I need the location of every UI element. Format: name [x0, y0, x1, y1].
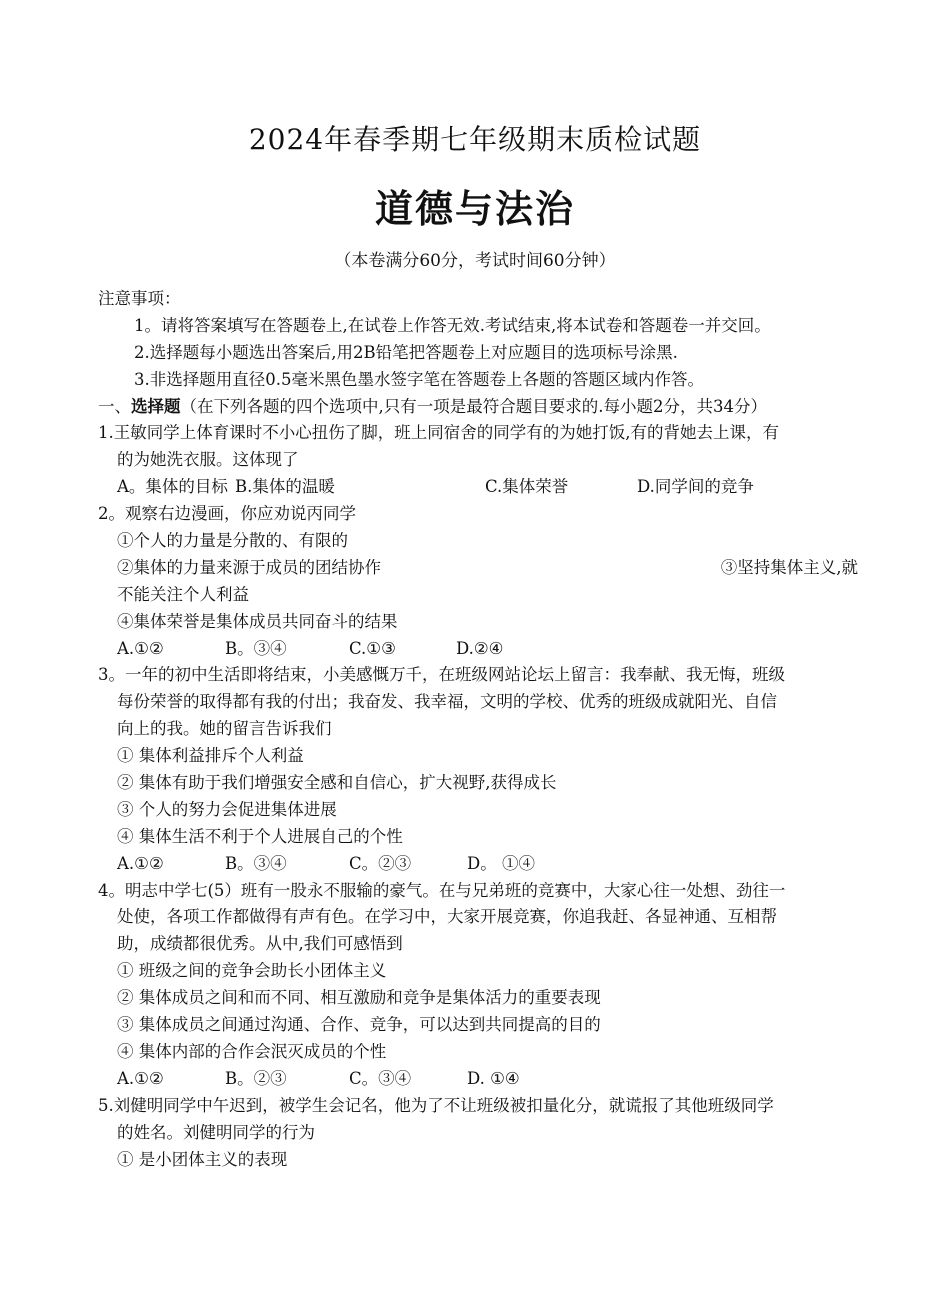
- note-item-3: 3.非选择题用直径0.5毫米黑色墨水签字笔在答题卷上各题的答题区域内作答。: [134, 369, 704, 389]
- section-heading: [98, 394, 858, 421]
- q2-option-a: A.①②: [117, 638, 164, 658]
- q2-option-b: B。③④: [225, 638, 287, 658]
- q4-option-a: A.①②: [117, 1068, 164, 1088]
- q3-option-a: A.①②: [117, 853, 164, 873]
- q3-statement-4: ④ 集体生活不利于个人进展自己的个性: [117, 826, 403, 846]
- section-description: （在下列各题的四个选项中,只有一项是最符合题目要求的.每小题2分，共34分）: [180, 396, 767, 416]
- q4-stem-line-1: 4。明志中学七(5）班有一股永不服输的豪气。在与兄弟班的竞赛中，大家心往一处想、劲往一: [98, 880, 786, 900]
- q5-stem-line-1: 5.刘健明同学中午迟到，被学生会记名，他为了不让班级被扣量化分，就谎报了其他班级同学: [98, 1095, 774, 1115]
- q2-statement-row: [98, 555, 858, 582]
- q2-option-c: C.①③: [349, 638, 396, 658]
- section-name: 选择题: [131, 396, 181, 416]
- q2-option-d: D.②④: [456, 638, 504, 658]
- q3-statement-3: ③ 个人的努力会促进集体进展: [117, 799, 337, 819]
- notes-heading: 注意事项：: [98, 289, 181, 308]
- exam-content: [98, 286, 858, 1173]
- q2-statement-1: ①个人的力量是分散的、有限的: [117, 531, 348, 551]
- q4-statement-4: ④ 集体内部的合作会泯灭成员的个性: [117, 1041, 387, 1061]
- q1-stem-line-2: 的为她洗衣服。这体现了: [117, 450, 299, 470]
- q2-statement-2: ②集体的力量来源于成员的团结协作: [117, 557, 381, 577]
- q1-option-b: B.集体的温暖: [235, 477, 335, 497]
- note-item-1: 1。请将答案填写在答题卷上,在试卷上作答无效.考试结束,将本试卷和答题卷一并交回。: [134, 315, 771, 335]
- q4-stem-line-2: 处使，各项工作都做得有声有色。在学习中，大家开展竞赛，你追我赶、各显神通、互相帮: [117, 907, 777, 927]
- subject-title: 道德与法治: [374, 187, 575, 231]
- q1-options: [98, 474, 858, 501]
- q3-stem-line-3: 向上的我。她的留言告诉我们: [117, 719, 332, 739]
- exam-title: 2024年春季期七年级期末质检试题: [248, 123, 702, 156]
- q2-stem: 2。观察右边漫画，你应劝说丙同学: [98, 504, 356, 524]
- q2-statement-4: ④集体荣誉是集体成员共同奋斗的结果: [117, 611, 398, 631]
- q5-stem-line-2: 的姓名。刘健明同学的行为: [117, 1122, 315, 1142]
- q1-option-c: C.集体荣誉: [485, 477, 569, 497]
- q3-stem-line-2: 每份荣誉的取得都有我的付出；我奋发、我幸福，文明的学校、优秀的班级成就阳光、自信: [117, 692, 777, 712]
- q3-options: [98, 851, 858, 878]
- q2-statement-3-part1: ③坚持集体主义,就: [720, 557, 858, 577]
- q3-option-d: D。 ①④: [467, 853, 535, 873]
- q3-statement-2: ② 集体有助于我们增强安全感和自信心，扩大视野,获得成长: [117, 773, 557, 793]
- q2-options: [98, 636, 858, 663]
- section-number: 一、: [98, 396, 131, 416]
- q4-option-b: B。②③: [225, 1068, 287, 1088]
- q5-statement-1: ① 是小团体主义的表现: [117, 1149, 288, 1169]
- q3-option-b: B。③④: [225, 853, 287, 873]
- q4-option-c: C。③④: [349, 1068, 412, 1088]
- q1-option-a: A。集体的目标: [117, 477, 228, 497]
- q3-option-c: C。②③: [349, 853, 412, 873]
- q4-statement-1: ① 班级之间的竞争会助长小团体主义: [117, 961, 387, 981]
- q4-statement-3: ③ 集体成员之间通过沟通、合作、竞争，可以达到共同提高的目的: [117, 1015, 601, 1035]
- q4-stem-line-3: 助，成绩都很优秀。从中,我们可感悟到: [117, 934, 403, 954]
- q4-statement-2: ② 集体成员之间和而不同、相互激励和竞争是集体活力的重要表现: [117, 988, 601, 1008]
- q4-options: [98, 1066, 858, 1093]
- q3-statement-1: ① 集体利益排斥个人利益: [117, 746, 304, 766]
- note-item-2: 2.选择题每小题选出答案后,用2B铅笔把答题卷上对应题目的选项标号涂黑.: [134, 342, 678, 362]
- q1-option-d: D.同学间的竞争: [637, 477, 754, 497]
- q2-statement-3-part2: 不能关注个人利益: [117, 584, 249, 604]
- exam-info: （本卷满分60分，考试时间60分钟）: [334, 251, 616, 271]
- q1-stem-line-1: 1.王敏同学上体育课时不小心扭伤了脚，班上同宿舍的同学有的为她打饭,有的背她去上课，有: [98, 423, 779, 443]
- q3-stem-line-1: 3。一年的初中生活即将结束，小美感慨万千，在班级网站论坛上留言：我奉献、我无悔，班级: [98, 665, 785, 685]
- q4-option-d: D. ①④: [467, 1068, 520, 1088]
